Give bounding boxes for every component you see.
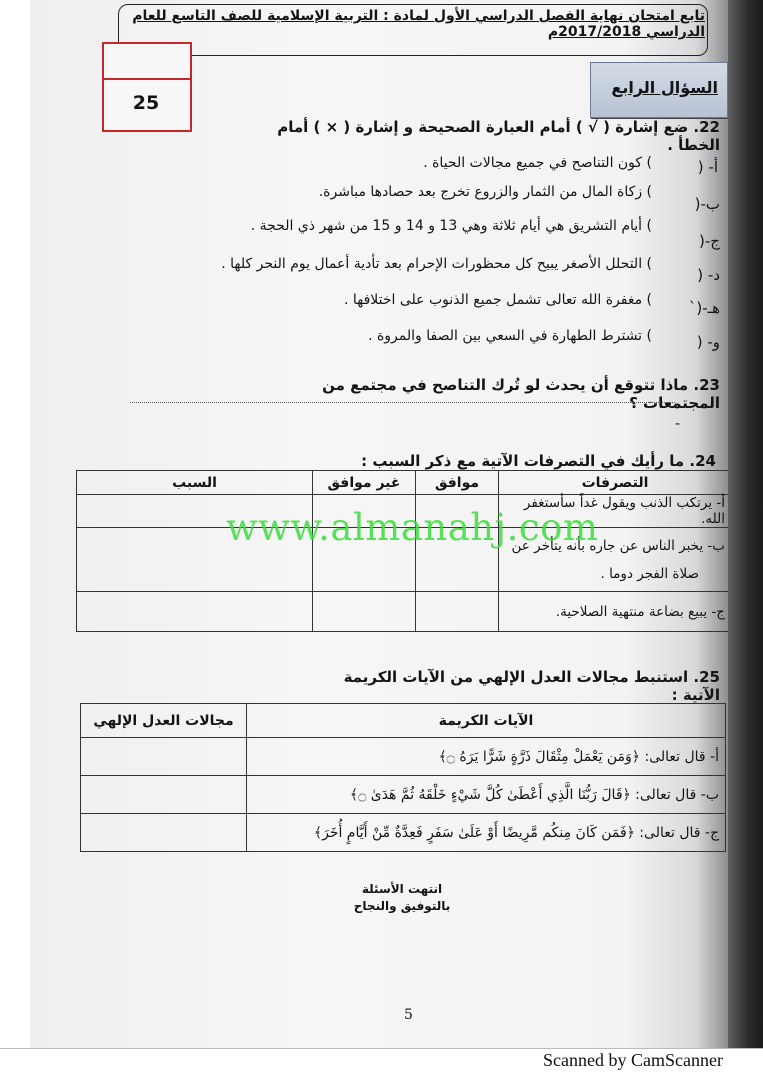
column-header: غير موافق <box>313 471 416 495</box>
q22-item-letter: أ- ( <box>697 158 718 176</box>
answer-cell[interactable] <box>81 738 247 776</box>
action-line: ب- يخبر الناس عن جاره بأنه يتأخر عن <box>511 537 725 554</box>
action-cell: أ- يرتكب الذنب ويقول غداً سأستغفر الله. <box>499 495 731 528</box>
q24-title: 24. ما رأيك في التصرفات الآتية مع ذكر السبب : <box>361 452 716 470</box>
q24-table <box>76 470 730 632</box>
page-shadow <box>728 0 763 1048</box>
answer-cell[interactable] <box>81 776 247 814</box>
score-value: 25 <box>132 92 160 114</box>
action-line: صلاة الفجر دوما . <box>600 565 699 582</box>
q22-item-text: ) زكاة المال من الثمار والزروع تخرج بعد حصادها مباشرة. <box>318 184 652 200</box>
disagree-cell[interactable] <box>313 592 416 632</box>
score-box <box>102 42 192 132</box>
answer-cell[interactable] <box>81 814 247 852</box>
agree-cell[interactable] <box>416 592 499 632</box>
column-header: السبب <box>77 471 313 495</box>
table-row <box>81 814 726 852</box>
scan-border <box>0 1048 763 1049</box>
q22-item-text: ) مغفرة الله تعالى تشمل جميع الذنوب على اختلافها . <box>343 292 652 308</box>
watermark-text: www.almanahj.com <box>226 506 599 549</box>
scanner-credit: Scanned by CamScanner <box>543 1050 723 1070</box>
q22-item-text: ) كون التناصح في جميع مجالات الحياة . <box>423 155 652 171</box>
verse-cell: أ- قال تعالى: ﴿وَمَن يَعْمَلْ مِثْقَالَ ذَرَّةٍ شَرًّا يَرَهُ ۝﴾ <box>247 738 726 776</box>
q25-table <box>80 703 726 852</box>
column-header: موافق <box>416 471 499 495</box>
good-luck-text: بالتوفيق والنجاح <box>353 899 451 913</box>
column-header: التصرفات <box>499 471 731 495</box>
q22-item-text: ) التحلل الأصغر يبيح كل محظورات الإحرام بعد تأدية أعمال يوم النحر كلها . <box>221 256 652 272</box>
table-row <box>77 592 731 632</box>
table-header-row <box>77 471 731 495</box>
score-divider <box>102 78 190 80</box>
exam-page <box>30 0 730 1048</box>
q22-item-letter: د- ( <box>697 266 720 284</box>
table-row <box>81 738 726 776</box>
table-header-row <box>81 704 726 738</box>
q22-item-text: ) تشترط الطهارة في السعي بين الصفا والمروة . <box>368 328 652 344</box>
q22-item-letter: هـ-(` <box>688 299 720 317</box>
end-text: انتهت الأسئلة <box>361 882 443 896</box>
q25-title: 25. استنبط مجالات العدل الإلهي من الآيات الكريمة الآتية : <box>343 668 720 704</box>
action-cell: ج- يبيع بضاعة منتهية الصلاحية. <box>499 592 731 632</box>
column-header: مجالات العدل الإلهي <box>81 704 247 738</box>
q23-title: 23. ماذا تتوقع أن يحدث لو تُرك التناصح في مجتمع من المجتمعات ؟ <box>322 376 720 412</box>
table-row <box>81 776 726 814</box>
q22-item-letter: ج-( <box>699 232 720 250</box>
q22-item-text: ) أيام التشريق هي أيام ثلاثة وهي 13 و 14 و 15 من شهر ذي الحجة . <box>250 218 652 234</box>
answer-dash: - <box>675 416 681 432</box>
verse-cell: ب- قال تعالى: ﴿قَالَ رَبُّنَا الَّذِي أَعْطَىٰ كُلَّ شَيْءٍ خَلْقَهُ ثُمَّ هَدَىٰ ۝﴾ <box>247 776 726 814</box>
verse-cell: ج- قال تعالى: ﴿فَمَن كَانَ مِنكُم مَّرِيضًا أَوْ عَلَىٰ سَفَرٍ فَعِدَّةٌ مِّنْ أَيَّامٍ أُخَرَ﴾ <box>247 814 726 852</box>
q22-item-letter: و- ( <box>696 333 720 351</box>
page-number: 5 <box>404 1007 413 1023</box>
answer-line <box>130 402 675 403</box>
column-header: الآيات الكريمة <box>247 704 726 738</box>
section-title: السؤال الرابع <box>611 78 718 97</box>
q22-item-letter: ب-( <box>694 195 720 213</box>
reason-cell[interactable] <box>77 592 313 632</box>
q22-title: 22. ضع إشارة ( √ ) أمام العبارة الصحيحة و إشارة ( × ) أمام الخطأ . <box>277 118 720 154</box>
header-title: تابع امتحان نهاية الفصل الدراسي الأول لمادة : التربية الإسلامية للصف التاسع للعام الدراسي 2017/2018م <box>132 8 705 40</box>
